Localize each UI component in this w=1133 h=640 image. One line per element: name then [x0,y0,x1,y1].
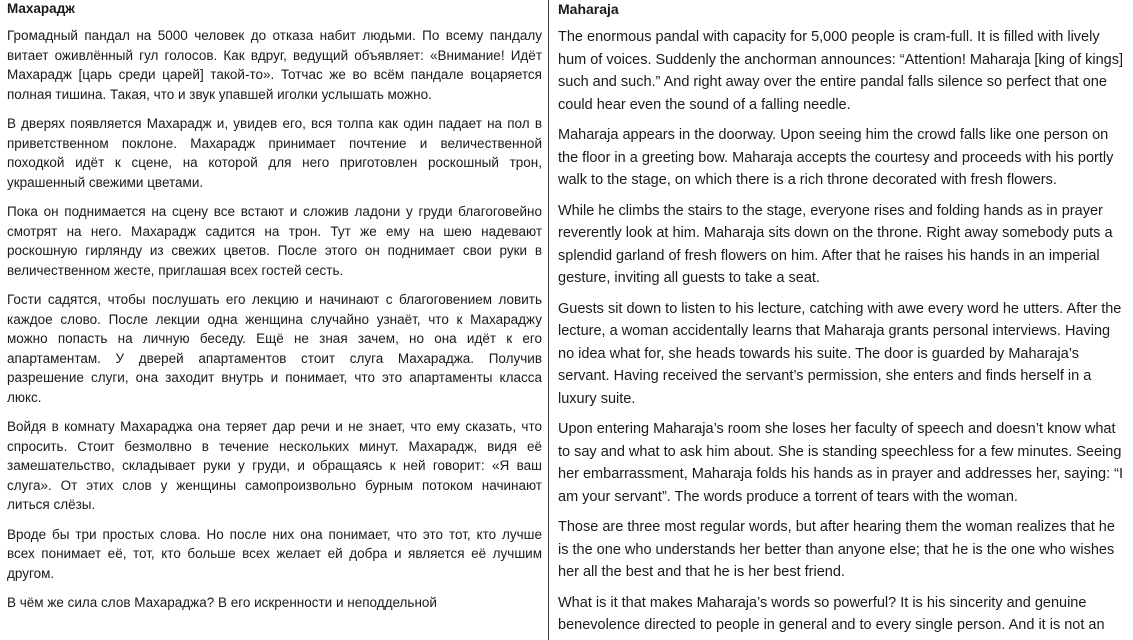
english-paragraph-3[interactable]: While he climbs the stairs to the stage, everyone rises and folding hands as in prayer reverently look at him. Maharaja sits down on the throne. Right away somebody puts a splendid garland of fresh flowers on him. After that he raises his hands in an imperial gesture, inviting all guests to take a seat. [558,202,1113,286]
russian-paragraph-1[interactable]: Громадный пандал на 5000 человек до отказа набит людьми. По всему пандалу витает оживлённый гул голосов. Как вдруг, ведущий объявляет: «Внимание! Идёт Махарадж [царь среди царей] такой-то». Тотчас же во всём пандале воцаряется полная тишина. Такая, что и звук упавшей иголки услышать можно. [7,28,542,102]
english-title: Maharaja [558,1,619,17]
english-paragraph-4[interactable]: Guests sit down to listen to his lecture, catching with awe every word he utters. After the lecture, a woman accidentally learns that Maharaja grants personal interviews. Having no idea what for, she heads towards his suite. The door is guarded by Maharaja’s servant. Having received the servant’s permission, she enters and finds herself in a luxury suite. [558,300,1122,407]
english-paragraph-1[interactable]: The enormous pandal with capacity for 5,000 people is cram-full. It is filled with lively hum of voices. Suddenly the anchorman announces: “Attention! Maharaja [king of kings] such and such.” And right away over the entire pandal falls silence so perfect that one could hear even the sound of a falling needle. [558,29,1124,113]
russian-column [0,0,548,640]
english-paragraph-5[interactable]: Upon entering Maharaja’s room she loses her faculty of speech and doesn’t know what to say and what to ask him about. She is standing speechless for a few minutes. Seeing her embarrassment, Maharaja folds his hands as in prayer and addresses her, saying: “I am your servant”. The words produce a torrent of tears with the woman. [558,421,1123,505]
english-paragraph-2[interactable]: Maharaja appears in the doorway. Upon seeing him the crowd falls like one person on the floor in a greeting bow. Maharaja accepts the courtesy and proceeds with his portly walk to the stage, on which there is a rich throne decorated with fresh flowers. [558,127,1114,188]
russian-paragraph-4[interactable]: Гости садятся, чтобы послушать его лекцию и начинают с благоговением ловить каждое слово. После лекции одна женщина случайно узнаёт, что к Махараджу можно попасть на личную беседу. Ещё не зная зачем, но она идёт к его апартаментам. У дверей апартаментов стоит слуга Махараджа. Получив разрешение слуги, она заходит внутрь и понимает, что это апартаменты класса люкс. [7,292,542,405]
russian-paragraph-7[interactable]: В чём же сила слов Махараджа? В его искренности и неподдельной [7,595,437,610]
english-paragraph-7[interactable]: What is it that makes Maharaja’s words so powerful? It is his sincerity and genuine benevolence directed to people in general and to every single person. And it is not an [558,594,1105,633]
russian-paragraph-6[interactable]: Вроде бы три простых слова. Но после них она понимает, что это тот, кто лучше всех понимает её, тот, кто больше всех желает ей добра и является её лучшим другом. [7,526,542,581]
english-column [549,0,1133,640]
russian-paragraph-5[interactable]: Войдя в комнату Махараджа она теряет дар речи и не знает, что ему сказать, что спросить. Стоит безмолвно в течение нескольких минут. Махарадж, видя её замешательство, складывает руки у груди, и обращаясь к ней говорит: «Я ваш слуга». От этих слов у женщины самопроизвольно бурным потоком начинают литься слёзы. [7,419,542,512]
russian-paragraph-2[interactable]: В дверях появляется Махарадж и, увидев его, вся толпа как один падает на пол в приветственном поклоне. Махарадж принимает почтение и величественной походкой идёт к сцене, на которой для него приготовлен роскошный трон, украшенный свежими цветами. [7,116,542,190]
english-paragraph-6[interactable]: Those are three most regular words, but after hearing them the woman realizes that he is the one who understands her better than anyone else; that he is the one who wishes her all the best and that he is her best friend. [558,519,1115,580]
russian-title: Махарадж [7,1,75,16]
russian-paragraph-3[interactable]: Пока он поднимается на сцену все встают и сложив ладони у груди благоговейно смотрят на него. Махарадж садится на трон. Тут же ему на шею надевают роскошную гирлянду из свежих цветов. После этого он поднимает свои руки в величественном жесте, приглашая всех гостей сесть. [7,204,542,278]
